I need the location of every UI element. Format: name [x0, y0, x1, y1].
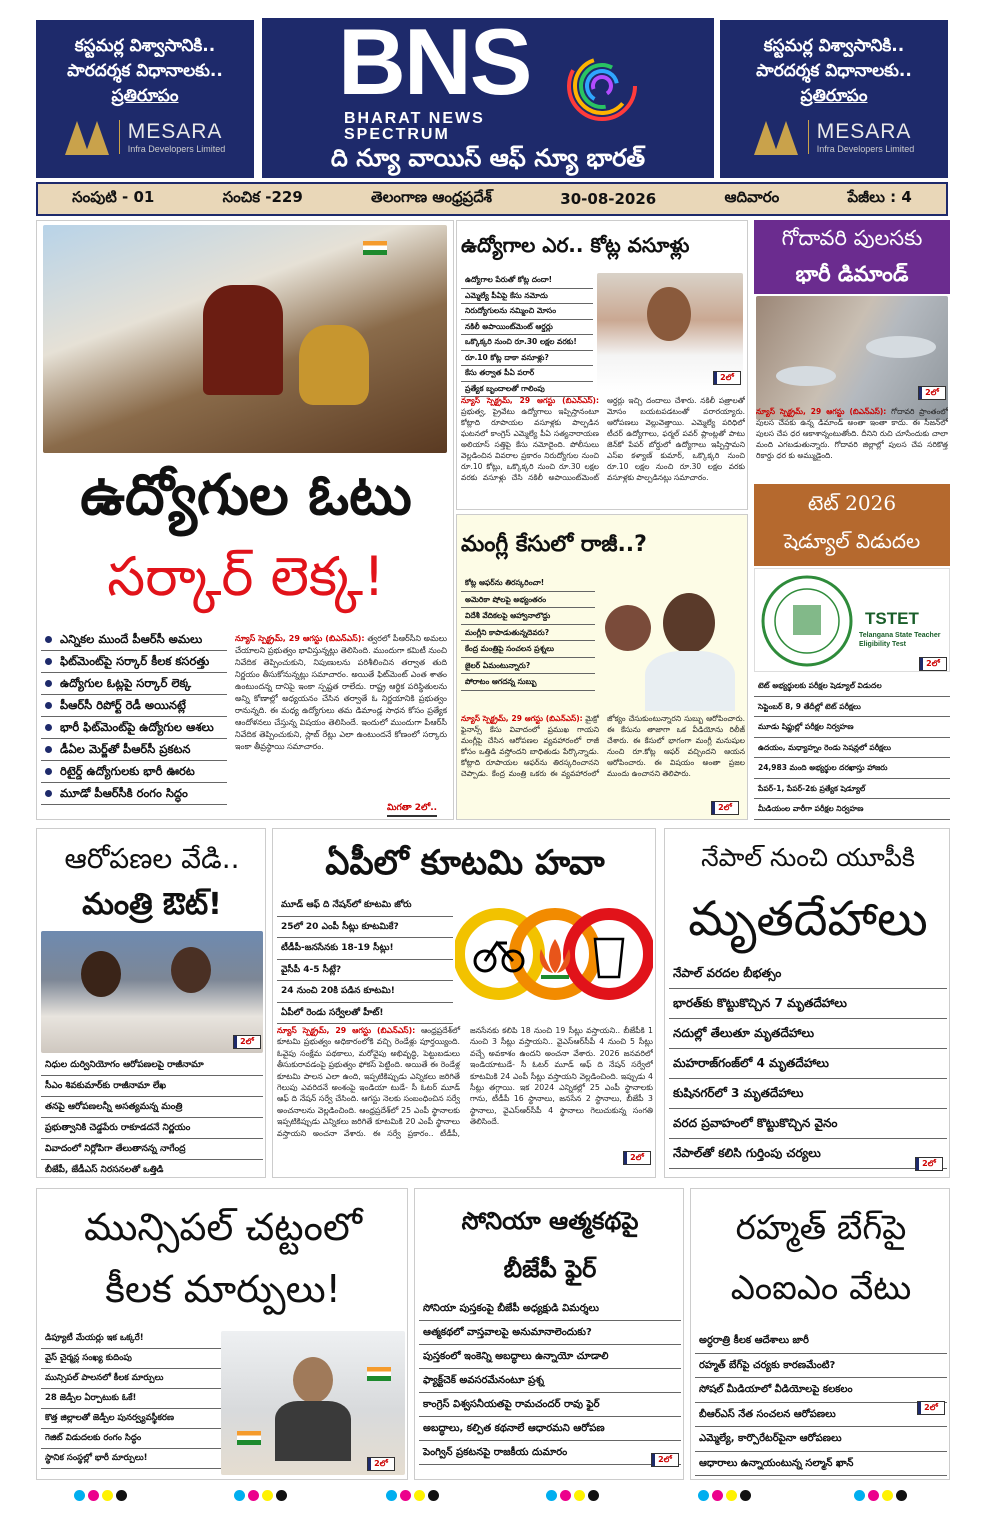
godavari-headline-1: గోదావరి పులసకు [781, 226, 923, 250]
mesara-brand: MESARA [816, 120, 912, 143]
bullet: 24 నుంచి 20కి పడిన కూటమి! [277, 981, 453, 1003]
rahmat-headline-2: ఎంఐఎం వేటు [730, 1268, 912, 1308]
ad-right[interactable] [720, 20, 948, 178]
cmyk-marks [234, 1490, 287, 1501]
tstet-logo-sub: Telangana State Teacher Eligibility Test [859, 632, 941, 648]
bullet: కుషినగర్‌లో 3 మృతదేహాలు [669, 1079, 947, 1109]
bullet: అర్ధరాత్రి కీలక ఆదేశాలు జారీ [695, 1329, 947, 1354]
sonia-headline-1: సోనియా ఆత్మకథపై [461, 1207, 639, 1235]
page-ref-tag[interactable]: 2లో [233, 1035, 261, 1049]
minister-bullets [41, 1055, 263, 1178]
bullet: రహ్మత్ బేగ్‌పై చర్యకు కారణమేంటి? [695, 1354, 947, 1379]
municipal-headline-1: మున్సిపల్ చట్టంలో [84, 1205, 362, 1249]
mangli-bullets [461, 575, 595, 691]
mangli-photo [597, 575, 745, 711]
byline: న్యూస్ స్పెక్ట్రమ్, 29 ఆగస్టు (బిఎన్ఎస్): [277, 1026, 416, 1035]
jobs-headline: ఉద్యోగాల ఎర.. కోట్ల వసూళ్లు [461, 233, 690, 257]
mangli-body: న్యూస్ స్పెక్ట్రమ్, 29 ఆగస్టు (బిఎన్ఎస్): మైక్రో ఫైనాన్స్ కేసు వివాదంలో ప్రముఖ గాయని మంగ్లీపై చేసిన ఆరోపణల వ్యవహారంలో రాజీ కోసం ఒత్తిడి వస్తోందని బాధితుడు పేర్కొన్నాడు. కోట్లాది రూపాయల ఆఫర్‌ను తిరస్కరించానని చెప్పాడు. కేంద్ర మంత్రి ఒకరు ఈ వ్యవహారంలో జోక్యం చేసుకుంటున్నారని సుబ్బు ఆరోపించారు. ఈ కేసును తాజాగా ఒక వీడియోను రిలీజ్ చేశారు. ఈ కేసులో భాగంగా మంగ్లీ మనుషుల నుంచి రూ.కోట్ల ఆఫర్ వచ్చిందని ఆయన ఆరోపించారు. ఈ విషయం అంతా ప్రజల ముందు ఉంచానని తెలిపారు. [461, 714, 745, 778]
tet-headline-1: టెట్ 2026 [807, 491, 897, 515]
bullet: బీజేపీ, జేడీఎస్ నిరసనలతో ఒత్తిడి [41, 1160, 263, 1178]
mesara-mark-icon [754, 119, 800, 155]
nepal-headline-1: నేపాల్ నుంచి యూపీకి [701, 843, 915, 872]
india-flag-icon [367, 1367, 391, 1381]
ap-bullets [277, 895, 453, 1024]
bullet: ఉదయం, మధ్యాహ్నం రెండు సెషన్లలో పరీక్షలు [754, 738, 950, 759]
masthead [262, 18, 714, 178]
bullet: డీఏల మెర్జ్‌తో పీఆర్‌సీ ప్రకటన [41, 739, 227, 761]
tet-headline-2: షెడ్యూల్ విడుదల [783, 529, 921, 553]
date: 30-08-2026 [560, 190, 657, 208]
bullet: బీఆర్ఎస్ నేత సంచలన ఆరోపణలు [695, 1403, 947, 1428]
tet-logo [754, 568, 950, 672]
minister-headline-1: ఆరోపణల వేడి.. [64, 842, 240, 875]
bullet: 24,983 మంది అభ్యర్థుల దరఖాస్తు హాజరు [754, 758, 950, 779]
ap-headline: ఏపీలో కూటమి హవా [325, 843, 605, 883]
cmyk-marks [74, 1490, 127, 1501]
minister-story[interactable] [36, 828, 266, 1178]
bullet: మూడో పీఆర్‌సీకి రంగం సిద్ధం [41, 783, 227, 805]
bullet: అబద్ధాలు, కల్పిత కథనాలే ఆధారమని ఆరోపణ [419, 1417, 681, 1441]
byline: న్యూస్ స్పెక్ట్రమ్, 29 ఆగస్టు (బిఎన్ఎస్): [756, 407, 887, 416]
nepal-bullets [669, 959, 947, 1169]
bullet: రూ.10 కోట్ల దాకా వసూళ్లు? [461, 351, 593, 367]
jobs-story[interactable] [456, 220, 748, 510]
ad-line3: ప్రతిరూపం [800, 86, 868, 106]
bullet: ప్రభుత్వానికి చెడ్డపేరు రాకూడదనే నిర్ణయం [41, 1118, 263, 1139]
money-bag-illustration [299, 325, 369, 405]
nepal-headline-2: మృతదేహాలు [688, 891, 928, 947]
page-ref-tag[interactable]: 2లో [713, 371, 741, 385]
bullet: ఫిట్‌మెంట్‌పై సర్కార్ కీలక కసరత్తు [41, 651, 227, 673]
bullet: ఏపీలో రెండు సర్వేలతో హీట్! [277, 1003, 453, 1025]
bullet: నదుల్లో తేలుతూ మృతదేహాలు [669, 1019, 947, 1049]
tagline: ది న్యూ వాయిస్ ఆఫ్ న్యూ భారత్ [330, 144, 646, 172]
municipal-bullets [41, 1329, 221, 1469]
bullet: కేంద్ర మంత్రిపై సంచలన ప్రశ్నలు [461, 641, 595, 658]
bullet: 25లో 20 ఎంపీ సీట్లు కూటమికే? [277, 917, 453, 939]
bullet: విదేశీ వేదికలపై ఆహ్వానాలొద్దు [461, 608, 595, 625]
ad-line3: ప్రతిరూపం [111, 86, 179, 106]
bullet: పుస్తకంలో ఇంకెన్ని అబద్ధాలు ఉన్నాయో చూడాలి [419, 1345, 681, 1369]
bullet: రిటైర్డ్ ఉద్యోగులకు భారీ ఊరట [41, 761, 227, 783]
bullet: తనపై ఆరోపణలన్నీ అసత్యమన్న మంత్రి [41, 1097, 263, 1118]
bullet: కాంగ్రెస్ విశ్వసనీయతపై రామచందర్ రావు ఫైర్ [419, 1393, 681, 1417]
ap-body: న్యూస్ స్పెక్ట్రమ్, 29 ఆగస్టు (బిఎన్ఎస్): ఆంధ్రప్రదేశ్‌లో కూటమి ప్రభుత్వం అధికారంలోకి వచ్చి రెండేళ్లు పూర్తయ్యింది. ఓవైపు సంక్షేమ పథకాలు, మరోవైపు అభివృద్ధి, పెట్టుబడులు తీసుకురావడంపై ప్రభుత్వం ఫోకస్ పెట్టింది. అయితే ఈ రెండేళ్ల కూటమి పాలన ఎలా ఉంది, ఇప్పటికిప్పుడు ఎన్నికలు జరిగితే గెలుపు ఎవరిదనే అంశంపై ఇండియా టుడే- సీ ఓటర్ మూడ్ ఆఫ్ ది నేషన్ సర్వే చేసింది. ఆగస్టు నెలకు సంబంధించిన సర్వే అంచనాలను వెల్లడించింది. ఆంధ్రప్రదేశ్‌లో 25 ఎంపీ స్థానాలకు ఇప్పటికిప్పుడు ఎన్నికలు జరిగితే కూటమికి 20 ఎంపీ స్థానాలు వస్తాయని అంచనా వేశారు. ఈ సర్వే ప్రకారం.. టీడీపీ, జనసేనకు కలిపి 18 నుంచి 19 సీట్లు వస్తాయని.. బీజేపీకి 1 నుంచి 3 సీట్లు వస్తాయని.. వైఎస్ఆర్‌సీపీ 4 నుంచి 5 సీట్లు వచ్చే అవకాశం ఉందని అంచనా వేశారు. 2026 జనవరిలో ఇండియాటుడే- సీ ఓటర్ మూడ్ ఆఫ్ ది నేషన్ సర్వేలో కూటమికి 24 ఎంపీ సీట్లు వస్తాయని వెల్లడించింది. ఇప్పుడు 4 సీట్లు తగ్గాయి. ఇక 2024 ఎన్నికల్లో 25 ఎంపీ స్థానాలకు గాను, టీడీపీ 16 స్థానాలు, జనసేన 2 స్థానాలు, బీజేపీ 3 స్థానాలు, వైఎస్ఆర్‌సీపీ 4 స్థానాలు గెలుచుకున్న సంగతి తెలిసిందే. [277, 1026, 653, 1138]
jobs-body: న్యూస్ స్పెక్ట్రమ్, 29 ఆగస్టు (బిఎన్ఎస్): ప్రభుత్వ, ప్రైవేటు ఉద్యోగాలు ఇప్పిస్తానంటూ కోట్లాది రూపాయల వసూళ్లకు పాల్పడిన ఘటనలో కాంగ్రెస్ ఎమ్మెల్యే పీఏ సత్యనారాయణ అలియాస్ సత్తిపై కేసు నమోదైంది. పోలీసులు వెల్లడించిన వివరాల ప్రకారం నిరుద్యోగుల నుంచి రూ.10 కోట్లు, ఒక్కొక్కరి నుంచి రూ.30 లక్షల వరకు వసూళ్లు చేసి నకిలీ అపాయింట్‌మెంట్ ఆర్డర్లు ఇచ్చి దందాలు చేశారు. నకిలీ పత్రాలతో మోసం బయటపడటంతో పరారయ్యారు. ఆరోపణలు వెల్లువెత్తాయి. ఎమ్మెల్యే పరిధిలో టీచర్ ఉద్యోగాలు, ఫర్మల్ పవర్ ప్లాంట్లతో పాటు జెన్‌కో పేపర్ బోర్డులో ఉద్యోగాలు ఇప్పిస్తామని ఎస్‌ఐ కళ్యాణ్ కుమార్, ఒక్కొక్కరి నుంచి రూ.10 లక్షల నుంచి రూ.30 లక్షల వరకు వసూళ్లకు పాల్పడినట్లు సమాచారం. [461, 396, 745, 482]
jobs-bullets [461, 273, 593, 397]
bullet: ఎమ్మెల్యే పీఏపై కేసు నమోదు [461, 289, 593, 305]
bullet: వివాదంలో నిర్లోపిగా తేలుతానన్న నాగేంద్ర [41, 1139, 263, 1160]
bullet: ఎమ్మెల్యే, కార్పొరేటర్‌పైనా ఆరోపణలు [695, 1427, 947, 1452]
brand-full: BHARAT NEWS [344, 110, 485, 127]
tstet-logo-text: TSTET [865, 609, 919, 628]
sonia-bullets [419, 1297, 681, 1465]
brand-sub: SPECTRUM [344, 126, 450, 143]
india-flag-icon [237, 1431, 261, 1445]
byline: న్యూస్ స్పెక్ట్రమ్, 29 ఆగస్టు (బిఎన్ఎస్): [461, 396, 599, 405]
municipal-story[interactable] [36, 1188, 408, 1480]
byline: న్యూస్ స్పెక్ట్రమ్, 29 ఆగస్టు (బిఎన్ఎస్): [235, 634, 365, 643]
godavari-body: న్యూస్ స్పెక్ట్రమ్, 29 ఆగస్టు (బిఎన్ఎస్): గోదావరి ప్రాంతంలో పులస చేపకు ఉన్న డిమాండ్ అంతా ఇంతా కాదు. ఈ సీజన్‌లో పులస చేప ధర ఆకాశాన్నంటుతోంది. దీనిని రుచి చూసేందుకు చాలా మంది ఎగబడుతున్నారు. గోదావరి జిల్లాల్లో పులస చేప సరికొత్త రికార్డు ధర కు అమ్ముడైంది. [756, 407, 948, 460]
page-ref-tag[interactable]: 2లో [711, 801, 739, 815]
page-ref-tag[interactable]: 2లో [918, 386, 946, 400]
nepal-story[interactable] [664, 828, 950, 1178]
cmyk-marks [854, 1490, 907, 1501]
bullet: అమెరికా షోలపై అభ్యంతరం [461, 592, 595, 609]
issue-info-bar [36, 182, 948, 216]
lead-photo [43, 225, 447, 453]
bullet: మీడియంల వారీగా పరీక్షల నిర్వహణ [754, 799, 950, 820]
states: తెలంగాణ ఆంధ్రప్రదేశ్ [371, 188, 493, 206]
tet-header [754, 484, 950, 566]
bullet: పెంగ్విన్ ప్రకటనపై రాజకీయ దుమారం [419, 1441, 681, 1465]
india-flag-icon [363, 241, 387, 255]
bullet: నిధుల దుర్వినియోగం ఆరోపణలపై రాజీనామా [41, 1055, 263, 1076]
ap-story[interactable] [272, 828, 656, 1178]
cmyk-marks [546, 1490, 599, 1501]
government-seal-icon [759, 573, 855, 669]
mesara-logo [36, 119, 254, 155]
page-ref-tag[interactable]: 2లో [919, 657, 947, 671]
bullet: డిప్యూటీ మేయర్లు ఇక ఒక్కరే! [41, 1329, 221, 1349]
bullet: ఉద్యోగుల ఓట్లపై సర్కార్ లెక్క [41, 673, 227, 695]
mesara-brand: MESARA [127, 120, 223, 143]
bullet: మున్సిపల్ పాలనలో కీలక మార్పులు [41, 1369, 221, 1389]
lead-headline-2: సర్కార్ లెక్క! [107, 545, 385, 608]
page-ref-tag[interactable]: 2లో [623, 1151, 651, 1165]
bullet: ఒక్కొక్కరి నుంచి రూ.30 లక్షల వరకు! [461, 335, 593, 351]
bullet: వైస్ చైర్మన్ల సంఖ్య కుదింపు [41, 1349, 221, 1369]
bullet: సోనియా పుస్తకంపై బీజేపీ అధ్యక్షుడి విమర్శలు [419, 1297, 681, 1321]
bullet: సెప్టెంబర్ 8, 9 తేదీల్లో టెట్ పరీక్షలు [754, 697, 950, 718]
bullet: నకిలీ అపాయింట్‌మెంట్ ఆర్డర్లు [461, 320, 593, 336]
cmyk-marks [698, 1490, 751, 1501]
bullet: పేపర్-1, పేపర్-2కు ప్రత్యేక షెడ్యూల్ [754, 779, 950, 800]
bullet: నిరుద్యోగులను నమ్మించి మోసం [461, 304, 593, 320]
godavari-photo [756, 296, 948, 420]
bullet: టెట్ అభ్యర్థులకు పరీక్షల షెడ్యూల్ విడుదల [754, 676, 950, 697]
rahmat-bullets [695, 1329, 947, 1476]
page-ref-tag[interactable]: 2లో [917, 1401, 945, 1415]
sonia-story[interactable] [414, 1188, 684, 1480]
chair-illustration [203, 285, 283, 395]
bullet: నేపాల్ వరదల బీభత్సం [669, 959, 947, 989]
bullet: కొత్త జిల్లాలతో జెడ్పీల పునర్వ్యవస్థీకరణ [41, 1409, 221, 1429]
rahmat-headline-1: రహ్మత్ బేగ్‌పై [735, 1208, 907, 1248]
lead-headline-1: ఉద్యోగుల ఓటు [80, 463, 412, 528]
bullet: పీఆర్‌సీ రిపోర్ట్ రెడీ అయినట్లే [41, 695, 227, 717]
byline: న్యూస్ స్పెక్ట్రమ్, 29 ఆగస్టు (బిఎన్ఎస్): [461, 714, 583, 723]
mesara-mark-icon [65, 119, 111, 155]
mesara-sub: Infra Developers Limited [816, 144, 915, 154]
lead-bullets [41, 629, 227, 805]
minister-photo [41, 931, 263, 1053]
ad-line2: పారదర్శక విధానాలకు.. [756, 61, 912, 81]
cmyk-marks [386, 1490, 439, 1501]
bullet: కేసు తర్వాత పీఏ పరార్ [461, 366, 593, 382]
bullet: ఆధారాలు ఉన్నాయంటున్న సల్మాన్ ఖాన్ [695, 1452, 947, 1477]
glass-icon [595, 939, 623, 977]
pages: పేజీలు : 4 [847, 188, 912, 206]
bullet: ఫ్యాక్ట్‌చెక్ అవసరమేనంటూ ప్రశ్న [419, 1369, 681, 1393]
bullet: వరద ప్రవాహంలో కొట్టుకొచ్చిన వైనం [669, 1109, 947, 1139]
bullet: టీడీపీ-జనసేనకు 18-19 సీట్లు! [277, 938, 453, 960]
bullet: నేపాల్‌తో కలిసి గుర్తింపు చర్యలు [669, 1139, 947, 1169]
bullet: భారీ ఫిట్‌మెంట్‌పై ఉద్యోగుల ఆశలు [41, 717, 227, 739]
bullet: సీఎం శివకుమార్‌కు రాజీనామా లేఖ [41, 1076, 263, 1097]
godavari-story[interactable] [754, 220, 950, 480]
bullet: వైసీపీ 4-5 సీట్లే? [277, 960, 453, 982]
godavari-headline-2: భారీ డిమాండ్ [795, 262, 909, 286]
minister-headline-2: మంత్రి ఔట్! [82, 887, 222, 922]
ad-line1: కస్టమర్ల విశ్వాసానికి.. [74, 36, 216, 56]
day: ఆదివారం [724, 188, 780, 206]
ad-line2: పారదర్శక విధానాలకు.. [67, 61, 223, 81]
godavari-header [754, 220, 950, 294]
mangli-headline: మంగ్లీ కేసులో రాజీ..? [461, 532, 647, 557]
page-ref-tag[interactable]: 2లో [367, 1457, 395, 1471]
page-ref-tag[interactable]: 2లో [651, 1453, 679, 1467]
bullet: మంగ్లీని కాపాడుతున్నదెవరు? [461, 625, 595, 642]
lead-story[interactable] [36, 220, 454, 820]
bullet: ప్రత్యేక బృందాలతో గాలింపు [461, 382, 593, 398]
continued-link[interactable]: మిగతా 2లో.. [387, 803, 437, 817]
municipal-headline-2: కీలక మార్పులు! [105, 1267, 341, 1311]
mangli-story[interactable] [456, 514, 748, 820]
party-symbols [455, 899, 653, 1009]
municipal-photo [221, 1331, 405, 1475]
bullet: సోషల్ మీడియాలో వీడియోలపై కలకలం [695, 1378, 947, 1403]
bullet: 28 జెడ్పీల ఏర్పాటుకు ఓకే! [41, 1389, 221, 1409]
bullet: ఎన్నికల ముందే పీఆర్‌సీ అమలు [41, 629, 227, 651]
lead-body: న్యూస్ స్పెక్ట్రమ్, 29 ఆగస్టు (బిఎన్ఎస్): త్వరలో పీఆర్‌సీని అమలు చేయాలని ప్రభుత్వం భావిస్తున్నట్లు తెలిసింది. ముందుగా కమిటీ నుంచి నివేదిక తెప్పించుకుని, నిపుణులను పరిశీలించిన తర్వాత తుది నిర్ణయం తీసుకోనున్నట్లు సమాచారం. అయితే ఫిట్‌మెంట్ ఎంత శాతం ఉంటుందన్న దానిపై ఇంకా స్పష్టత రాలేదు. రాష్ట్ర ఆర్థిక పరిస్థితులను అన్ని కోణాల్లో అధ్యయనం చేసిన తర్వాతే ఓ నిర్ణయానికి ప్రభుత్వం రానున్నది. ఈ మధ్య ఉద్యోగులు తమ డిమాండ్ల సాధన కోసం ప్రత్యేక ఆందోళనలు చేస్తున్న విషయం తెలిసిందే. ఇందులో ముందుగా పీఆర్‌సీ నివేదిక తెప్పించుకుని, స్లాబ్ రేట్లు ఎలా ఉంటుందనే కోణంలో సర్కారు ఇంకా తీవ్రస్థాయి సమాచారం. [235, 634, 447, 751]
bullet: ఉద్యోగాల పేరుతో కోట్ల దందా! [461, 273, 593, 289]
bullet: స్థానిక సంస్థల్లో భారీ మార్పులు! [41, 1449, 221, 1469]
ad-line1: కస్టమర్ల విశ్వాసానికి.. [763, 36, 905, 56]
spectrum-swirl-icon [562, 46, 642, 126]
brand-logo: BNS [338, 18, 531, 114]
tet-bullets [754, 676, 950, 820]
bullet: మహరాజ్‌గంజ్‌లో 4 మృతదేహాలు [669, 1049, 947, 1079]
volume: సంపుటి - 01 [72, 188, 155, 206]
bullet: భారత్‌కు కొట్టుకొచ్చిన 7 మృతదేహాలు [669, 989, 947, 1019]
bullet: కోట్ల ఆఫర్‌ను తిరస్కరించా! [461, 575, 595, 592]
bullet: జైలర్ ఏమంటున్నారు? [461, 658, 595, 675]
bullet: గెజిట్ విడుదలకు రంగం సిద్ధం [41, 1429, 221, 1449]
mesara-logo [720, 119, 948, 155]
bullet: ఆత్మకథలో వాస్తవాలపై అనుమానాలెందుకు? [419, 1321, 681, 1345]
page-ref-tag[interactable]: 2లో [915, 1157, 943, 1171]
ad-left[interactable] [36, 20, 254, 178]
bullet: మూడ్ ఆఫ్ ది నేషన్‌లో కూటమి జోరు [277, 895, 453, 917]
sonia-headline-2: బీజేపీ ఫైర్ [503, 1255, 597, 1283]
rahmat-story[interactable] [690, 1188, 950, 1480]
issue: సంచిక -229 [222, 188, 303, 206]
mesara-sub: Infra Developers Limited [127, 144, 226, 154]
bullet: పోరాటం ఆగదన్న సుబ్బు [461, 674, 595, 691]
tet-story[interactable] [754, 484, 950, 820]
bullet: మూడు షిఫ్టుల్లో పరీక్షల నిర్వహణ [754, 717, 950, 738]
